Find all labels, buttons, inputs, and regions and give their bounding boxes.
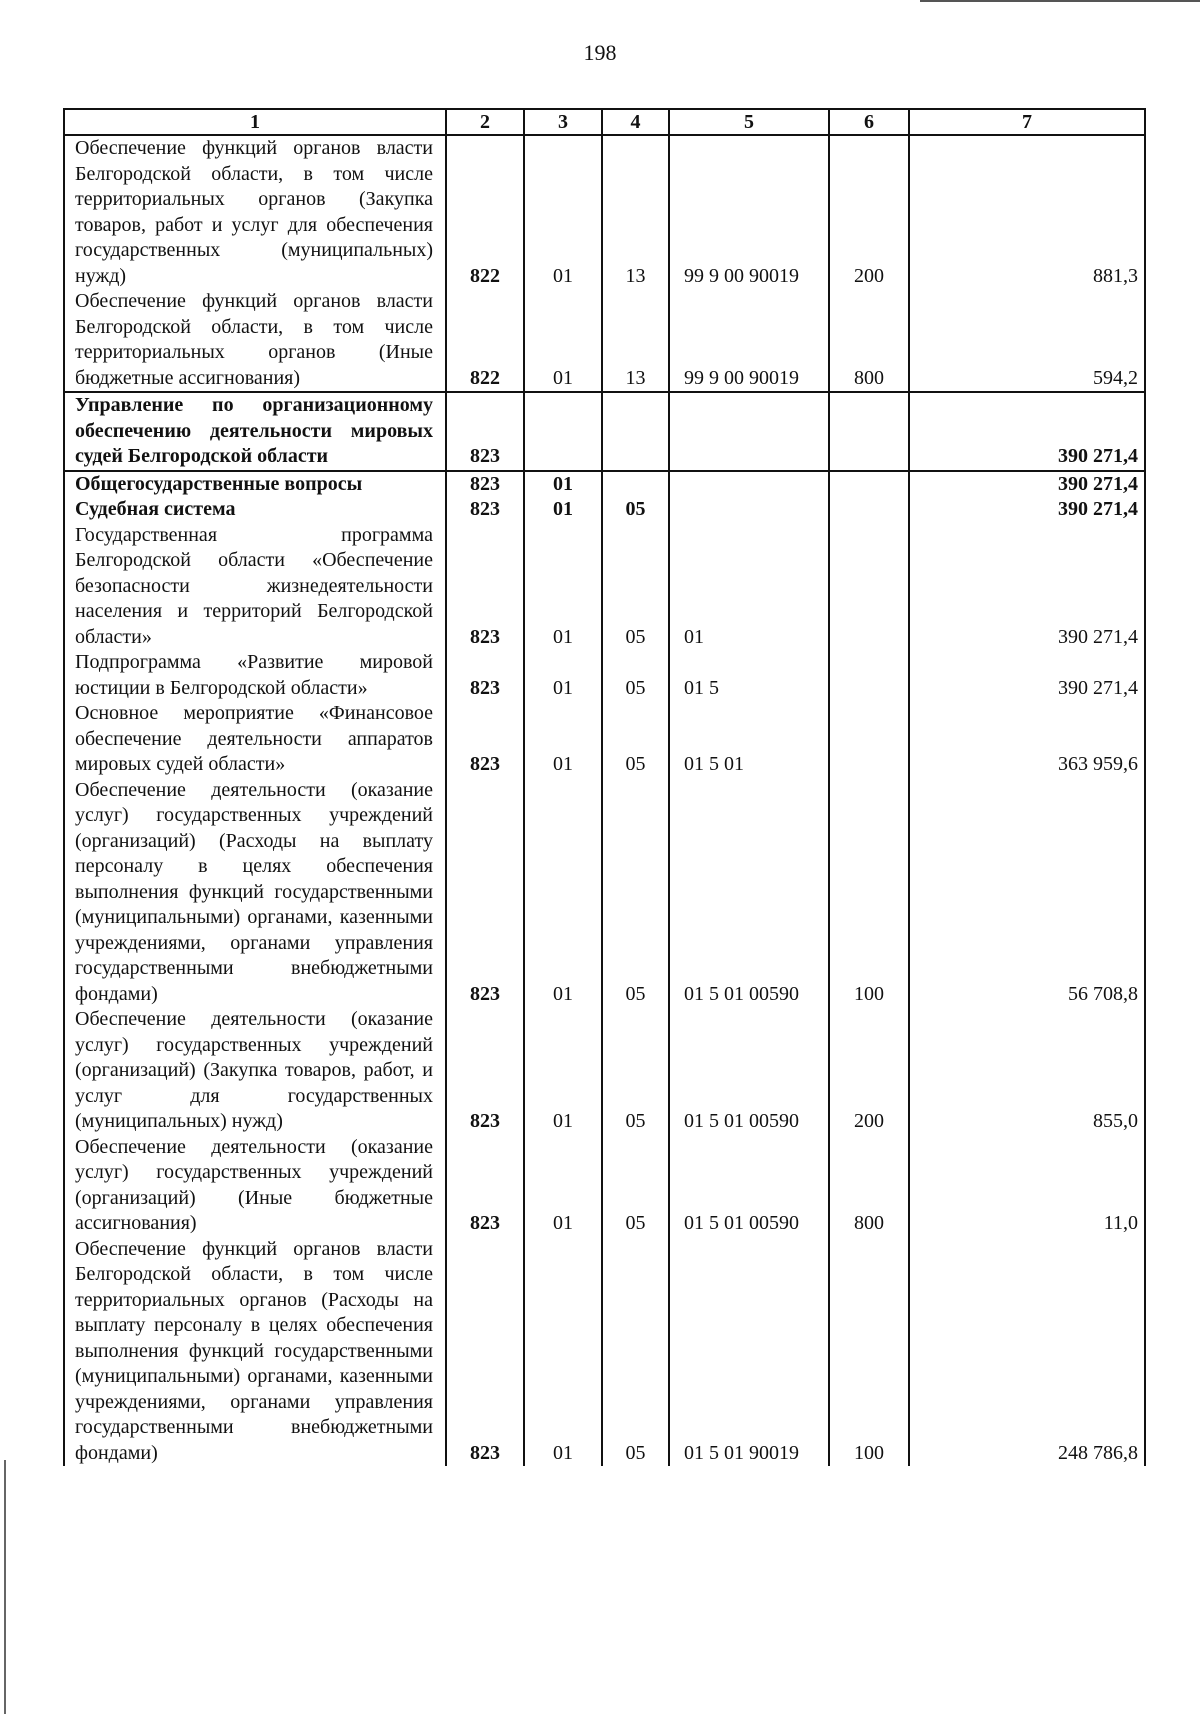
header-col-1: 1 — [64, 109, 446, 135]
row-section-code: 01 — [524, 1007, 602, 1135]
row-sum: 855,0 — [909, 1007, 1145, 1135]
header-col-3: 3 — [524, 109, 602, 135]
header-col-4: 4 — [602, 109, 669, 135]
row-sum: 390 271,4 — [909, 471, 1145, 498]
row-ved-code: 822 — [446, 289, 524, 392]
row-section-code: 01 — [524, 497, 602, 523]
table-row — [64, 289, 1145, 392]
scan-edge-top — [920, 0, 1200, 2]
row-ved-code: 823 — [446, 392, 524, 471]
row-section-code: 01 — [524, 1237, 602, 1467]
row-name: Основное мероприятие «Финансовое обеспечение деятельности аппаратов мировых судей области» — [64, 701, 446, 778]
header-col-2: 2 — [446, 109, 524, 135]
table-row — [64, 135, 1145, 289]
row-sum: 390 271,4 — [909, 523, 1145, 651]
row-target-code: 01 5 01 00590 — [669, 1135, 829, 1237]
row-sum: 594,2 — [909, 289, 1145, 392]
row-expense-type: 200 — [829, 1007, 909, 1135]
row-sum: 56 708,8 — [909, 778, 1145, 1008]
row-section-code: 01 — [524, 1135, 602, 1237]
row-target-code: 99 9 00 90019 — [669, 135, 829, 289]
page-number: 198 — [583, 40, 617, 65]
row-target-code: 99 9 00 90019 — [669, 289, 829, 392]
row-target-code: 01 5 01 — [669, 701, 829, 778]
table-header-row — [64, 109, 1145, 135]
row-name: Обеспечение функций органов власти Белгородской области, в том числе территориальных органов (Расходы на выплату персоналу в целях обеспечения выполнения функций государственными (муниципальными) органами, казенными учреждениями, органами управления государственными внебюджетными фондами) — [64, 1237, 446, 1467]
table-row — [64, 1135, 1145, 1237]
row-expense-type: 200 — [829, 135, 909, 289]
row-subsection-code — [602, 471, 669, 498]
table-row — [64, 701, 1145, 778]
row-subsection-code: 05 — [602, 778, 669, 1008]
row-section-code: 01 — [524, 289, 602, 392]
row-target-code — [669, 497, 829, 523]
row-target-code: 01 5 01 90019 — [669, 1237, 829, 1467]
row-section-code — [524, 392, 602, 471]
row-expense-type — [829, 497, 909, 523]
row-ved-code: 823 — [446, 1237, 524, 1467]
row-sum: 881,3 — [909, 135, 1145, 289]
row-subsection-code: 05 — [602, 650, 669, 701]
budget-table — [63, 108, 1146, 1466]
header-col-7: 7 — [909, 109, 1145, 135]
row-expense-type — [829, 523, 909, 651]
row-subsection-code — [602, 392, 669, 471]
row-ved-code: 823 — [446, 650, 524, 701]
row-name: Обеспечение функций органов власти Белгородской области, в том числе территориальных органов (Иные бюджетные ассигнования) — [64, 289, 446, 392]
row-sum: 390 271,4 — [909, 497, 1145, 523]
row-target-code: 01 5 — [669, 650, 829, 701]
table-row — [64, 471, 1145, 498]
row-target-code: 01 — [669, 523, 829, 651]
row-sum: 11,0 — [909, 1135, 1145, 1237]
row-ved-code: 823 — [446, 1135, 524, 1237]
scan-edge-left — [4, 1460, 6, 1714]
row-subsection-code: 13 — [602, 135, 669, 289]
row-expense-type: 800 — [829, 289, 909, 392]
row-subsection-code: 05 — [602, 523, 669, 651]
row-section-code: 01 — [524, 650, 602, 701]
row-section-code: 01 — [524, 701, 602, 778]
row-sum: 390 271,4 — [909, 392, 1145, 471]
row-subsection-code: 13 — [602, 289, 669, 392]
header-col-5: 5 — [669, 109, 829, 135]
row-expense-type — [829, 471, 909, 498]
row-target-code — [669, 471, 829, 498]
row-subsection-code: 05 — [602, 1135, 669, 1237]
row-subsection-code: 05 — [602, 497, 669, 523]
row-name: Обеспечение деятельности (оказание услуг) государственных учреждений (организаций) (Расходы на выплату персоналу в целях обеспечения выполнения функций государственными (муниципальными) органами, казенными учреждениями, органами управления государственными внебюджетными фондами) — [64, 778, 446, 1008]
row-name: Обеспечение функций органов власти Белгородской области, в том числе территориальных органов (Закупка товаров, работ и услуг для обеспечения государственных (муниципальных) нужд) — [64, 135, 446, 289]
row-expense-type: 100 — [829, 1237, 909, 1467]
row-subsection-code: 05 — [602, 701, 669, 778]
row-ved-code: 823 — [446, 778, 524, 1008]
row-name: Обеспечение деятельности (оказание услуг) государственных учреждений (организаций) (Иные бюджетные ассигнования) — [64, 1135, 446, 1237]
row-target-code: 01 5 01 00590 — [669, 1007, 829, 1135]
table-row — [64, 778, 1145, 1008]
row-section-code: 01 — [524, 523, 602, 651]
table-row-department — [64, 392, 1145, 471]
row-expense-type — [829, 701, 909, 778]
row-expense-type — [829, 650, 909, 701]
header-col-6: 6 — [829, 109, 909, 135]
table-row — [64, 523, 1145, 651]
row-ved-code: 822 — [446, 135, 524, 289]
row-name: Управление по организационному обеспечению деятельности мировых судей Белгородской области — [64, 392, 446, 471]
row-expense-type: 100 — [829, 778, 909, 1008]
row-section-code: 01 — [524, 778, 602, 1008]
row-name: Судебная система — [64, 497, 446, 523]
table-row — [64, 1237, 1145, 1467]
row-ved-code: 823 — [446, 701, 524, 778]
row-name: Общегосударственные вопросы — [64, 471, 446, 498]
row-section-code: 01 — [524, 471, 602, 498]
row-subsection-code: 05 — [602, 1007, 669, 1135]
table-row — [64, 650, 1145, 701]
table-row — [64, 1007, 1145, 1135]
row-target-code: 01 5 01 00590 — [669, 778, 829, 1008]
row-ved-code: 823 — [446, 1007, 524, 1135]
row-sum: 390 271,4 — [909, 650, 1145, 701]
row-expense-type — [829, 392, 909, 471]
table-row — [64, 497, 1145, 523]
row-subsection-code: 05 — [602, 1237, 669, 1467]
row-sum: 363 959,6 — [909, 701, 1145, 778]
row-ved-code: 823 — [446, 471, 524, 498]
row-sum: 248 786,8 — [909, 1237, 1145, 1467]
row-section-code: 01 — [524, 135, 602, 289]
row-name: Обеспечение деятельности (оказание услуг) государственных учреждений (организаций) (Закупка товаров, работ, и услуг для государственных (муниципальных) нужд) — [64, 1007, 446, 1135]
row-name: Подпрограмма «Развитие мировой юстиции в Белгородской области» — [64, 650, 446, 701]
row-ved-code: 823 — [446, 523, 524, 651]
row-name: Государственная программа Белгородской области «Обеспечение безопасности жизнедеятельности населения и территорий Белгородской области» — [64, 523, 446, 651]
row-ved-code: 823 — [446, 497, 524, 523]
row-target-code — [669, 392, 829, 471]
row-expense-type: 800 — [829, 1135, 909, 1237]
